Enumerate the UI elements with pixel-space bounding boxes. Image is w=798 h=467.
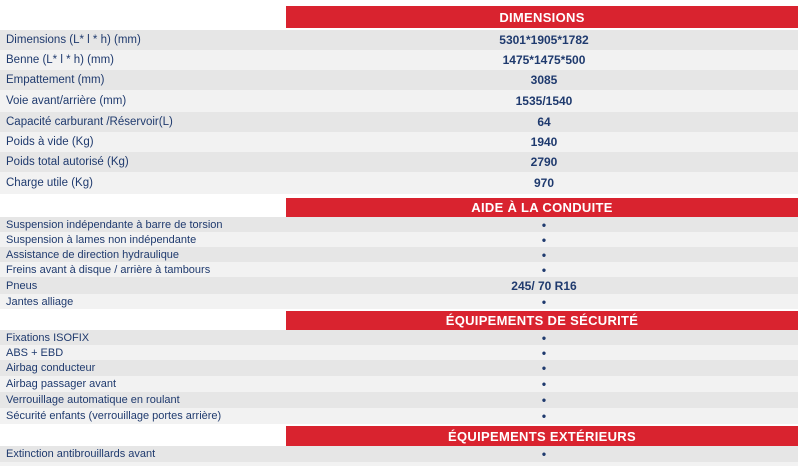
spec-label: Voie avant/arrière (mm) [6, 95, 127, 107]
section-header-exterior: ÉQUIPEMENTS EXTÉRIEURS [286, 426, 798, 446]
spec-value: 64 [537, 115, 551, 129]
bullet-icon: • [541, 345, 547, 360]
spec-label: Assistance de direction hydraulique [6, 248, 180, 261]
spec-value: 970 [533, 176, 555, 190]
bullet-icon: • [541, 409, 547, 423]
spec-row [0, 232, 798, 248]
spec-label: Dimensions (L* l * h) (mm) [6, 34, 141, 46]
spec-row [0, 30, 798, 51]
spec-label: Sécurité enfants (verrouillage portes arrière) [6, 410, 222, 422]
section-header-driving-aid: AIDE À LA CONDUITE [286, 198, 798, 217]
spec-row [0, 132, 798, 153]
spec-label: Poids total autorisé (Kg) [6, 156, 129, 168]
spec-row [0, 90, 798, 113]
spec-label: Jantes alliage [6, 295, 74, 308]
spec-row [0, 360, 798, 377]
bullet-icon: • [541, 294, 547, 309]
section-header-safety: ÉQUIPEMENTS DE SÉCURITÉ [286, 311, 798, 330]
spec-value: 5301*1905*1782 [499, 33, 589, 47]
spec-value: 1535/1540 [515, 94, 573, 108]
spec-row [0, 294, 798, 310]
spec-label: Poids à vide (Kg) [6, 136, 94, 148]
spec-row [0, 152, 798, 173]
bullet-icon: • [541, 393, 547, 407]
spec-row [0, 345, 798, 361]
spec-row [0, 446, 798, 463]
bullet-icon: • [541, 330, 547, 345]
spec-row [0, 392, 798, 409]
bullet-icon: • [541, 232, 547, 247]
spec-label: ABS + EBD [6, 346, 64, 359]
spec-label: Capacité carburant /Réservoir(L) [6, 116, 173, 128]
spec-label: Benne (L* l * h) (mm) [6, 54, 115, 66]
bullet-icon: • [541, 262, 547, 277]
bullet-icon: • [541, 447, 547, 461]
spec-value: 2790 [530, 155, 558, 169]
spec-label: Charge utile (Kg) [6, 177, 93, 189]
spec-label: Airbag passager avant [6, 378, 117, 390]
bullet-icon: • [541, 217, 547, 232]
spec-label: Verrouillage automatique en roulant [6, 394, 180, 406]
spec-row-cut [0, 462, 798, 467]
spec-label: Fixations ISOFIX [6, 331, 90, 344]
spec-row [0, 376, 798, 393]
spec-row [0, 262, 798, 278]
spec-label: Suspension à lames non indépendante [6, 233, 197, 246]
spec-row [0, 70, 798, 91]
spec-value: 1940 [530, 135, 558, 149]
bullet-icon: • [541, 377, 547, 391]
section-header-dimensions: DIMENSIONS [286, 6, 798, 28]
spec-label: Freins avant à disque / arrière à tambours [6, 263, 211, 276]
spec-row [0, 277, 798, 295]
spec-row [0, 408, 798, 425]
spec-row [0, 217, 798, 233]
spec-value: 3085 [530, 73, 558, 87]
spec-row [0, 112, 798, 133]
spec-label: Extinction antibrouillards avant [6, 448, 156, 460]
spec-value: 245/ 70 R16 [511, 278, 577, 293]
spec-row [0, 50, 798, 71]
spec-value: 1475*1475*500 [502, 53, 586, 67]
bullet-icon: • [541, 247, 547, 262]
spec-label: Airbag conducteur [6, 362, 96, 374]
spec-row [0, 330, 798, 346]
spec-label: Pneus [6, 279, 38, 292]
spec-label: Suspension indépendante à barre de torsion [6, 218, 223, 231]
spec-label: Empattement (mm) [6, 74, 105, 86]
bullet-icon: • [541, 361, 547, 375]
spec-row [0, 172, 798, 195]
spec-row [0, 247, 798, 263]
